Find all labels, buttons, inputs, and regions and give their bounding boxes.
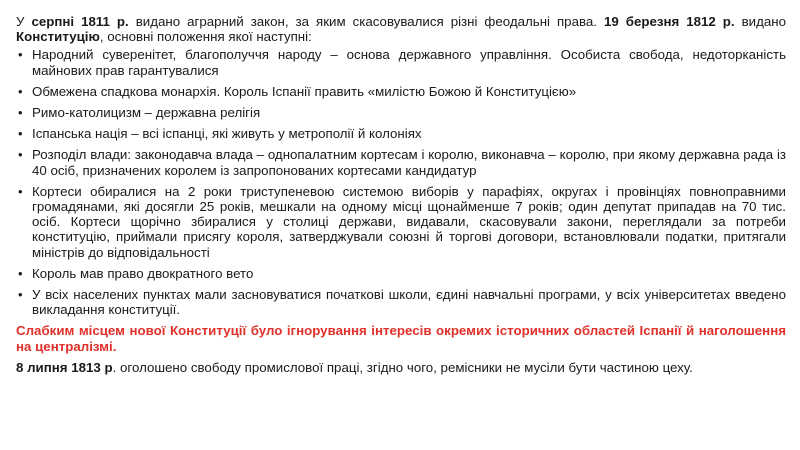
list-item	[16, 126, 786, 141]
list-item-text: Римо-католицизм – державна релігія	[32, 105, 261, 121]
list-item-text: У всіх населених пунктах мали засновуватися початкові школи, єдині навчальні програми, у всіх університетах введено викладання конституції.	[32, 287, 786, 318]
intro-keyword: Конституцію	[16, 29, 100, 45]
intro-text-3: , основні положення якої наступні:	[99, 29, 312, 45]
bullet-icon: •	[18, 47, 23, 63]
intro-date-1: серпні 1811 р.	[31, 14, 129, 29]
list-item-text: Іспанська нація – всі іспанці, які живуть у метрополії й колоніях	[32, 126, 422, 142]
bullet-icon: •	[18, 105, 23, 121]
intro-prefix: У	[16, 14, 32, 29]
list-item	[16, 184, 786, 260]
list-item-text: Народний суверенітет, благополуччя народу – основа державного управління. Особиста свобода, недоторканість майнових прав гарантувалися	[32, 47, 786, 78]
list-item-text: Розподіл влади: законодавча влада – однопалатним кортесам і королю, виконавча – королю, при якому державна рада із 40 осіб, призначених королем із запропонованих кортесами кандидатур	[32, 147, 786, 178]
list-item-text: Кортеси обиралися на 2 роки триступеневою системою виборів у парафіях, округах і провінціях повноправними громадянами, які досягли 25 років, мешкали на одному місці щонайменше 7 років; один депутат припадав на 70 тис. осіб. Кортеси щорічно збиралися у столиці держави, видавали, скасовували закони, переглядали за потреби конституцію, приймали присягу короля, затверджували союзні й торгові договори, встановлювали податки, притягали міністрів до відповідальності	[32, 183, 786, 260]
list-item-text: Король мав право двократного вето	[32, 265, 254, 281]
final-paragraph	[16, 360, 786, 375]
list-item	[16, 47, 786, 77]
list-item	[16, 147, 786, 177]
final-date: 8 липня 1813 р	[16, 359, 113, 375]
final-text: . оголошено свободу промислової праці, згідно чого, ремісники не мусіли бути частиною цеху.	[112, 359, 693, 375]
weakness-paragraph: Слабким місцем нової Конституції було ігнорування інтересів окремих історичних областей Іспанії й наголошення на централізмі.	[16, 323, 786, 354]
slide-content	[16, 14, 786, 375]
list-item-text: Обмежена спадкова монархія. Король Іспанії править «милістю Божою й Конституцією»	[32, 83, 577, 99]
constitution-provisions-list	[16, 47, 786, 317]
bullet-icon: •	[18, 83, 23, 99]
intro-text-1: видано аграрний закон, за яким скасовувалися різні феодальні права.	[128, 14, 604, 29]
bullet-icon: •	[18, 126, 23, 142]
intro-paragraph	[16, 14, 786, 44]
list-item	[16, 84, 786, 99]
list-item	[16, 287, 786, 317]
intro-text-2: видано	[734, 14, 786, 29]
bullet-icon: •	[18, 147, 23, 163]
bullet-icon: •	[18, 265, 23, 281]
bullet-icon: •	[18, 183, 23, 199]
list-item	[16, 105, 786, 120]
list-item	[16, 266, 786, 281]
intro-date-2: 19 березня 1812 р.	[603, 14, 735, 29]
bullet-icon: •	[18, 287, 23, 303]
